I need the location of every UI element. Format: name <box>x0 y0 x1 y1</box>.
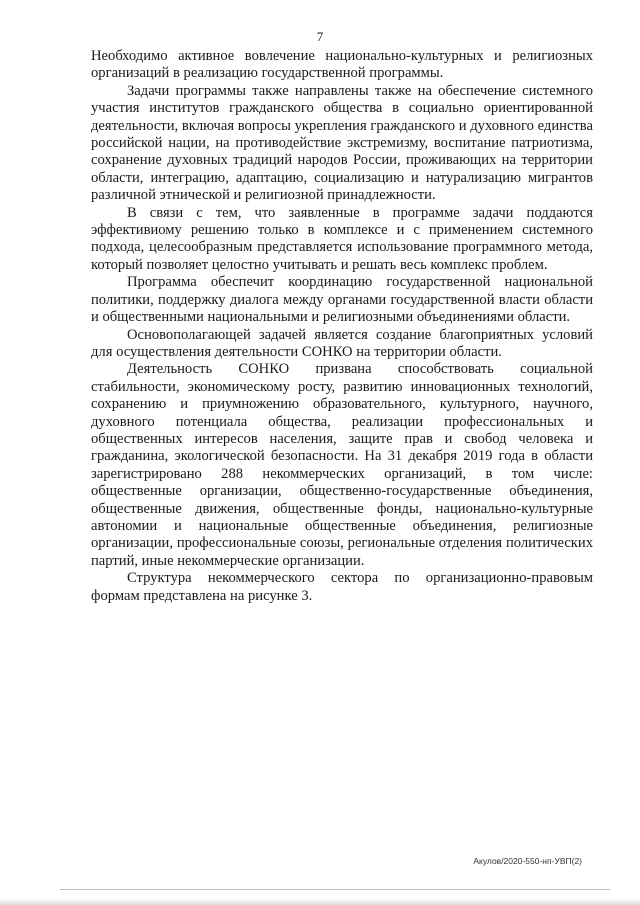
paragraph: В связи с тем, что заявленные в программе задачи поддаются эффективиому решению только в комплексе и с применением системного подхода, целесообразным представляется использование программного метода, который позволяет целостно учитывать и решать весь комплекс проблем. <box>91 204 593 273</box>
paragraph: Программа обеспечит координацию государственной национальной политики, поддержку диалога между органами государственной власти области и общественными национальными и религиозными объединениями области. <box>91 274 593 326</box>
paragraph: Необходимо активное вовлечение национально-культурных и религиозных организаций в реализацию государственной программы. <box>91 48 593 82</box>
paragraph: Деятельность СОНКО призвана способствовать социальной стабильности, экономическому росту, развитию инновационных технологий, сохранению и приумножению образовательного, культурного, научного, духовного потенциала общества, реализации профессиональных и общественных интересов населения, защите прав и свобод человека и гражданина, экологической безопасности. На 31 декабря 2019 года в области зарегистрировано 288 некоммерческих организаций, в том числе: общественные организации, общественно-государственные объединения, общественные движения, общественные фонды, национально-культурные автономии и национальные общественные объединения, религиозные организации, профессиональные союзы, региональные отделения политических партий, иные некоммерческие организации. <box>91 361 593 569</box>
page-edge-line <box>60 889 610 890</box>
document-code: Акулов/2020-550-нп-УВП(2) <box>473 856 582 866</box>
paragraph: Основополагающей задачей является создание благоприятных условий для осуществления деятельности СОНКО на территории области. <box>91 326 593 360</box>
paragraph: Задачи программы также направлены также на обеспечение системного участия институтов гражданского общества в социально ориентированной деятельности, включая вопросы укрепления гражданского и духовного единства российской нации, на противодействие экстремизму, воспитание патриотизма, сохранение духовных традиций народов России, проживающих на территории области, интеграцию, адаптацию, социализацию и натурализацию мигрантов различной этнической и религиозной принадлежности. <box>91 82 593 204</box>
page-number: 7 <box>316 29 324 44</box>
paragraph: Структура некоммерческого сектора по организационно-правовым формам представлена на рисунке 3. <box>91 570 593 604</box>
scan-edge <box>0 899 640 905</box>
document-body <box>91 48 593 605</box>
